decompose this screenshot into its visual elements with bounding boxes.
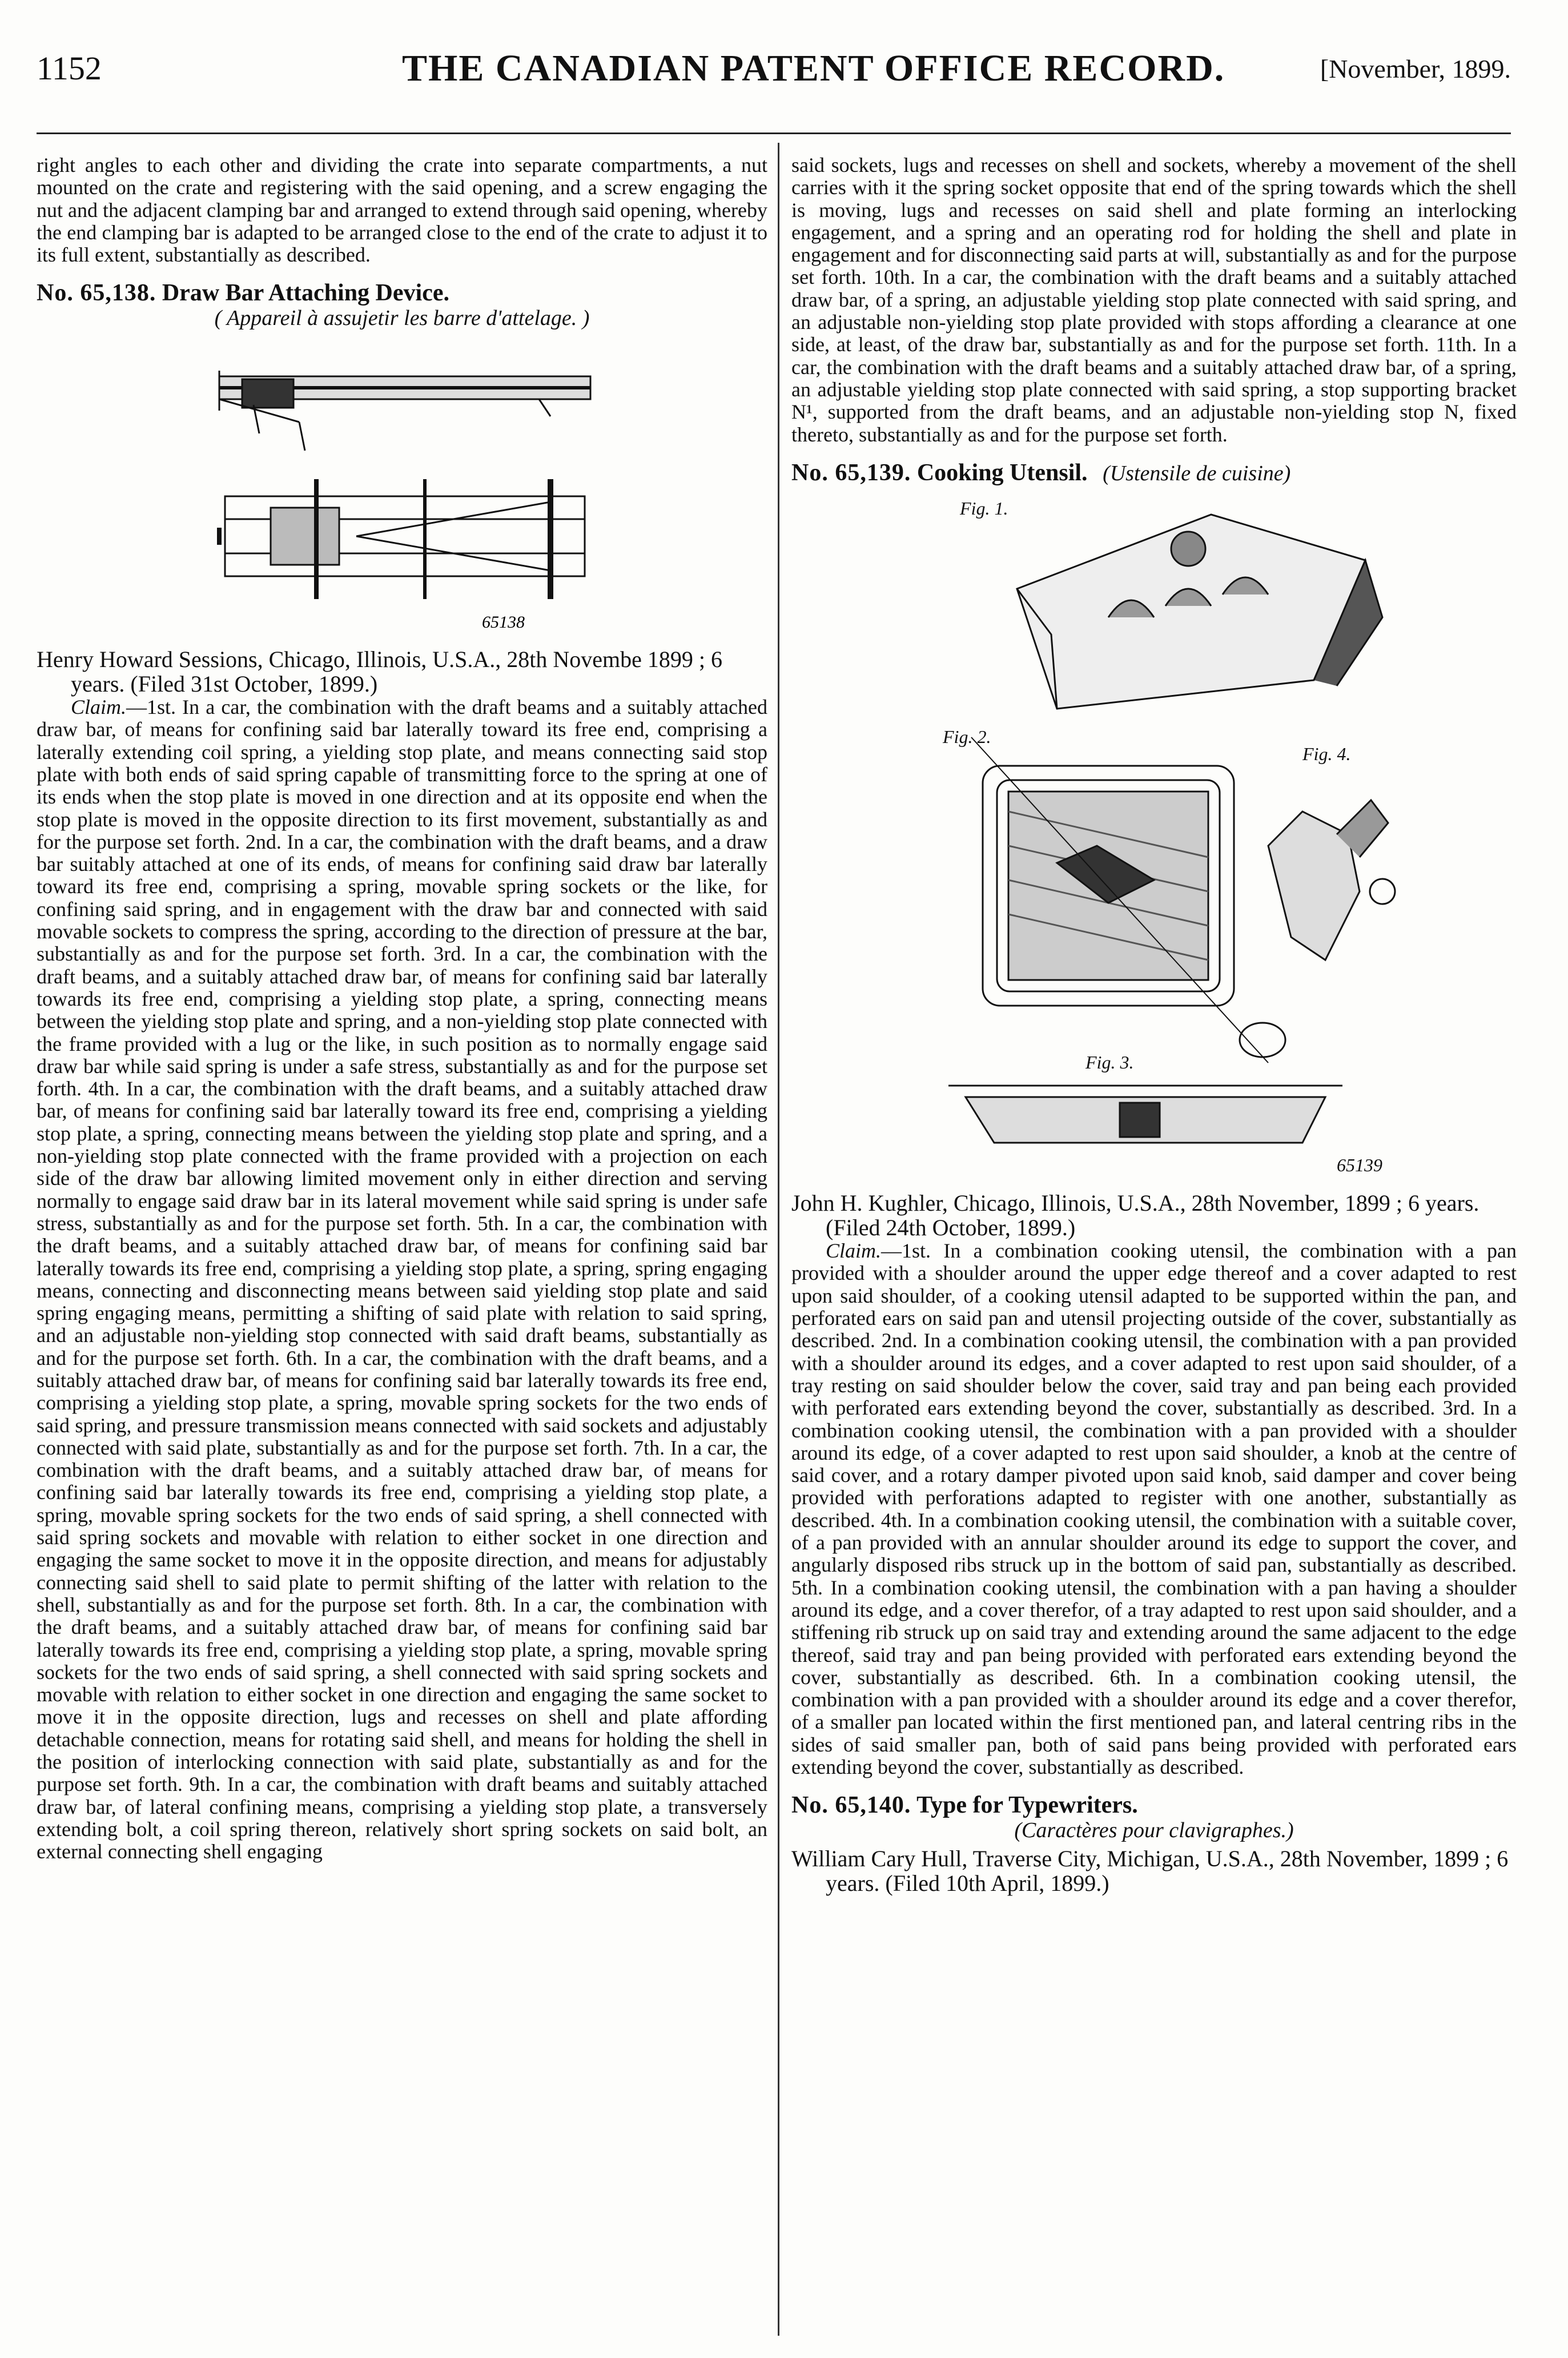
draw-bar-figure (185, 336, 619, 633)
inventor3-line: William Cary Hull, Traverse City, Michigan, U.S.A., 28th November, 1899 ; 6 years. (Filed 10th April, 1899.) (791, 1845, 1509, 1896)
claim2-body: —1st. In a combination cooking utensil, the combination with a pan provided with a shoulder around the upper edge thereof and a cover adapted to rest upon said shoulder, of a cooking utensil adapted to be supported within the pan, and perforated ears on said pan and utensil projecting outside of the cover, substantially as described. 2nd. In a combination cooking utensil, the combination with a pan provided with a shoulder around its edges, and a cover adapted to rest upon said shoulder, of a tray resting on said shoulder below the cover, said tray and pan being each provided with perforated ears extending beyond the cover, substantially as described. 3rd. In a combination cooking utensil, the combination with a pan provided with a shoulder around its edge, of a cover adapted to rest upon said shoulder, a knob at the centre of said cover, and a rotary damper pivoted upon said knob, said damper and cover being provided with perforations adapted to register with one another, substantially as described. 4th. In a combination cooking utensil, the combination with a suitable cover, of a pan provided with an annular shoulder around its edge to support the cover, and angularly disposed ribs struck up in the bottom of said pan, substantially as described. 5th. In a combination cooking utensil, the combination with a pan having a shoulder around its edge, and a cover therefor, of a tray adapted to rest upon said shoulder, and a stiffening rib struck up on said tray and extending around the same adjacent to the edge thereof, said tray and pan being provided with perforated ears extending beyond the cover, substantially as described. 6th. In a combination cooking utensil, the combination with a pan provided with a shoulder around its edge and a cover therefor, of a smaller pan located within the first mentioned pan, and lateral centring ribs in the sides of said smaller pan, both of said pans being provided with perforated ears extending beyond the cover, substantially as described. (791, 1239, 1517, 1778)
patent-heading-65140 (791, 1794, 1517, 1817)
claim2-text (791, 1240, 1517, 1778)
claim-text (37, 696, 767, 1863)
continued-claim-text: right angles to each other and dividing the crate into separate compartments, a nut mounted on the crate and registering with the said opening, and a screw engaging the nut and the adjacent clamping bar and arranged to extend through said opening, whereby the end clamping bar is adapted to be arranged close to the end of the crate to adjust it to its full extent, substantially as described. (37, 154, 767, 267)
inventor2-line: John H. Kughler, Chicago, Illinois, U.S.A., 28th November, 1899 ; 6 years. (Filed 24th October, 1899.) (791, 1190, 1479, 1241)
fig2-label: Fig. 2. (943, 726, 991, 748)
patent2-title: Cooking Utensil. (916, 459, 1088, 486)
cooking-utensil-drawing (869, 492, 1440, 1177)
issue-date: [November, 1899. (1320, 54, 1511, 83)
patent2-number: No. 65,139. (791, 459, 911, 486)
patent3-title-french: (Caractères pour clavigraphes.) (1014, 1818, 1294, 1842)
patent-number: No. 65,138. (37, 280, 156, 307)
journal-title: THE CANADIAN PATENT OFFICE RECORD. (402, 47, 1225, 89)
patent3-number: No. 65,140. (791, 1792, 911, 1819)
left-column (37, 154, 767, 1863)
figure-number-label: 65138 (482, 613, 525, 632)
fig3-label: Fig. 3. (1085, 1052, 1134, 1073)
patent-title-french: ( Appareil à assujetir les barre d'attelage. ) (214, 306, 590, 330)
fig-serial-label: 65139 (1337, 1155, 1382, 1176)
patent2-title-french: (Ustensile de cuisine) (1103, 461, 1291, 485)
patent-heading-65138 (37, 280, 767, 307)
inventor-line: Henry Howard Sessions, Chicago, Illinois, U.S.A., 28th Novembe 1899 ; 6 years. (Filed 31st October, 1899.) (37, 646, 723, 697)
claim2-label: Claim. (826, 1239, 882, 1263)
page-header (37, 49, 1511, 101)
draw-bar-drawing (185, 336, 619, 633)
right-column (791, 154, 1517, 1895)
claim-label: Claim. (71, 696, 127, 719)
column-divider (778, 143, 779, 2336)
continued-claim-text-right: said sockets, lugs and recesses on shell and sockets, whereby a movement of the shell carries with it the spring socket opposite that end of the spring towards which the shell is moving, lugs and recesses on said shell and plate forming an interlocking engagement, and a spring and an operating rod for holding the shell and plate in engagement and for disconnecting said parts at will, substantially as and for the purpose set forth. 10th. In a car, the combination with the draft beams and a suitably attached draw bar, of a spring, an adjustable yielding stop plate connected with said spring, and an adjustable non-yielding stop plate provided with stops affording a clearance at one side, at least, of the draw bar, substantially as and for the purpose set forth. 11th. In a car, the combination with the draft beams and a suitably attached draw bar, of a spring, an adjustable yielding stop plate connected with said spring, a stop supporting bracket N¹, supported from the draft beams, and an adjustable non-yielding stop N, fixed thereto, substantially as and for the purpose set forth. (791, 154, 1517, 446)
fig1-label: Fig. 1. (960, 498, 1008, 519)
patent-heading-65139 (791, 459, 1517, 486)
patent-title: Draw Bar Attaching Device. (162, 280, 449, 307)
header-rule (37, 132, 1511, 134)
claim-body: —1st. In a car, the combination with the draft beams and a suitably attached draw bar, of means for confining said bar laterally toward its free end, comprising a laterally extending coil spring, a yielding stop plate, and means connecting said stop plate with both ends of said spring capable of transmitting force to the spring at one of its ends when the stop plate is moved in one direction and at its opposite end when the stop plate is moved in the opposite direction to its first movement, substantially as and for the purpose set forth. 2nd. In a car, the combination with the draft beams, and a draw bar suitably attached at one of its ends, of means for confining said draw bar laterally toward its free end, comprising a spring, movable spring sockets or the like, for confining said spring, and in engagement with the draw bar and connected with said movable sockets to compress the spring, according to the direction of pressure at the bar, substantially as and for the purpose set forth. 3rd. In a car, the combination with the draft beams, and a suitably attached draw bar, of means for confining said bar laterally towards its free end, comprising a yielding stop plate, a spring, connecting means between the yielding stop plate and spring, and a non-yielding stop plate connected with the frame provided with a lug or the like, in such position as to normally engage said draw bar while said spring is under a safe stress, substantially as and for the purpose set forth. 4th. In a car, the combination with the draft beams, and a suitably attached draw bar, of means for confining said bar laterally toward its free end, comprising a yielding stop plate, a spring, connecting means between the yielding stop plate and spring, and a non-yielding stop plate connected with the frame provided with a projection on each side of the draw bar allowing limited movement only in either direction and serving normally to engage said draw bar in its lateral movement while said spring is under safe stress, substantially as and for the purpose set forth. 5th. In a car, the combination with the draft beams, and a suitably attached draw bar, of means for confining said bar laterally towards its free end, comprising a yielding stop plate, a spring, spring engaging means, connecting and disconnecting means between said yielding stop plate and said spring engaging means, permitting a shifting of said plate with relation to said spring, and an adjustable non-yielding stop connected with said draft beams, substantially as and for the purpose set forth. 6th. In a car, the combination with the draft beams, and a suitably attached draw bar, of means for confining said bar laterally towards its free end, comprising a yielding stop plate, a spring, movable spring sockets for the two ends of said spring, and pressure transmission means connected with said sockets and adjustably connected with said plate, substantially as and for the purpose set forth. 7th. In a car, the combination with the draft beams, and a suitably attached draw bar, of means for confining said bar laterally towards its free end, comprising a yielding stop plate, a spring, movable spring sockets for the two ends of said spring, a shell connected with said spring sockets and movable with relation to either socket in one direction and engaging the same socket to move it in the opposite direction, and means for adjustably connecting said shell to said plate to permit shifting of the latter with relation to the shell, substantially as and for the purpose set forth. 8th. In a car, the combination with the draft beams, and a suitably attached draw bar, of means for confining said bar laterally towards its free end, comprising a yielding stop plate, a spring, movable spring sockets for the two ends of said spring, a shell connected with said spring sockets and movable with relation to either socket in one direction and engaging the same socket to move it in the opposite direction, lugs and recesses on shell and plate affording detachable connection, means for rotating said shell, and means for holding the shell in the position of interlocking connection with said plate, substantially as and for the purpose set forth. 9th. In a car, the combination with draft beams and suitably attached draw bar, of lateral confining means, comprising a yielding stop plate, a transversely extending bolt, a coil spring thereon, relatively short spring sockets on said bolt, an external connecting shell engaging (37, 696, 767, 1863)
page-number: 1152 (37, 50, 102, 87)
cooking-utensil-figure (869, 492, 1440, 1177)
patent3-title: Type for Typewriters. (916, 1792, 1138, 1819)
fig4-label: Fig. 4. (1302, 744, 1351, 765)
